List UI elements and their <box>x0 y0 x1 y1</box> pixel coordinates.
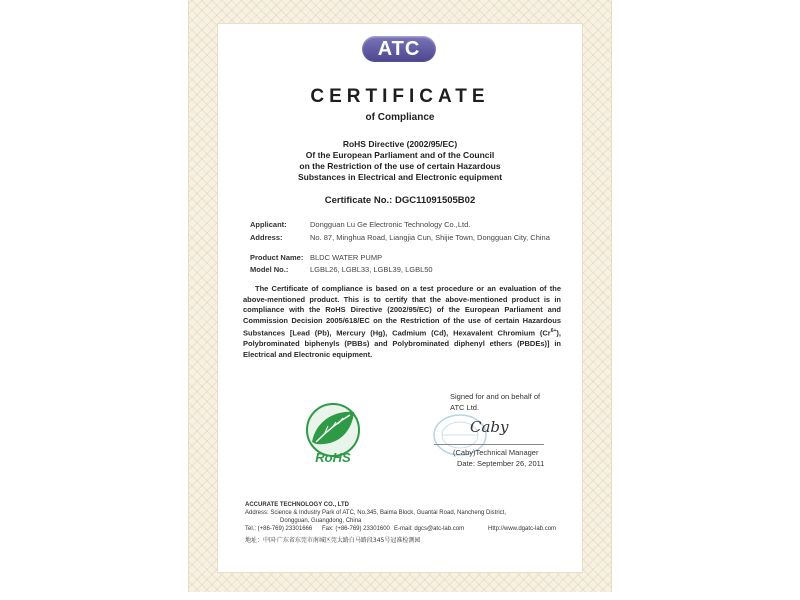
compliance-statement <box>243 284 561 361</box>
address-value: No. 87, Minghua Road, Liangjia Cun, Shijie Town, Dongguan City, China <box>310 233 550 242</box>
directive-line: on the Restriction of the use of certain Hazardous <box>299 161 501 171</box>
directive-line: RoHS Directive (2002/95/EC) <box>342 139 458 149</box>
signed-for-text: Signed for and on behalf of <box>450 392 541 401</box>
footer-company: ACCURATE TECHNOLOGY CO., LTD <box>245 502 349 508</box>
atc-logo: ATC <box>362 36 436 62</box>
applicant-value: Dongguan Lu Ge Electronic Technology Co.,Ltd. <box>310 220 471 229</box>
certificate-subtitle: of Compliance <box>365 112 435 123</box>
footer-chinese-address: 地址：中国·广东省东莞市南城区莞太路白马路段345号冠准检测园 <box>245 537 421 544</box>
footer-address-line1: Address: Science & Industry Park of ATC, No.345, Baima Block, Guantai Road, Nancheng District, <box>245 510 507 516</box>
model-no-label: Model No.: <box>250 265 289 274</box>
product-name-label: Product Name: <box>250 253 304 262</box>
certificate-number: Certificate No.: DGC11091505B02 <box>324 195 476 206</box>
signature-line <box>434 444 544 445</box>
directive-line: Of the European Parliament and of the Council <box>305 150 495 160</box>
footer-address-line2: Dongguan, Guangdong, China <box>280 518 362 524</box>
signatory-role: (Caby)Technical Manager <box>453 448 539 457</box>
certificate-title: CERTIFICATE <box>310 86 490 107</box>
statement-part1: The Certificate of compliance is based on a test procedure or an evaluation of the above-mentioned product. This is to certify that the above-mentioned product is in compliance with the RoHS Directive (2002/95/EC) of the European Parliament and Commission Decision 2005/618/EC on the Restriction of the use of certain Hazardous Substances [Lead (Pb), Mercury (Hg), Cadmium (Cd), Hexavalent Chromium (Cr <box>243 284 561 338</box>
statement-part2: ), Polybrominated biphenyls (PBBs) and Polybrominated diphenyl ethers (PBDEs)] in Electrical and Electronic equipment. <box>243 328 561 360</box>
directive-line: Substances in Electrical and Electronic equipment <box>297 172 503 182</box>
footer-tel: Tel.: (+86-769) 23301666 <box>245 526 313 532</box>
model-no-value: LGBL26, LGBL33, LGBL39, LGBL50 <box>310 265 433 274</box>
footer-email: E-mail: dgcs@atc-lab.com <box>394 526 465 532</box>
directive-block <box>200 139 600 183</box>
applicant-label: Applicant: <box>250 220 287 229</box>
signed-company: ATC Ltd. <box>450 403 480 412</box>
signature-date: Date: September 26, 2011 <box>457 459 545 468</box>
signature-handwriting: Caby <box>470 418 509 436</box>
product-name-value: BLDC WATER PUMP <box>310 253 383 262</box>
footer-fax: Fax: (+86-769) 23301600 <box>322 526 390 532</box>
rohs-logo-icon <box>298 398 368 468</box>
address-label: Address: <box>250 233 283 242</box>
chromium-superscript: 6+ <box>550 328 557 335</box>
footer-website: Http://www.dgatc-lab.com <box>488 526 557 532</box>
rohs-logo-text: RoHS <box>315 450 351 465</box>
